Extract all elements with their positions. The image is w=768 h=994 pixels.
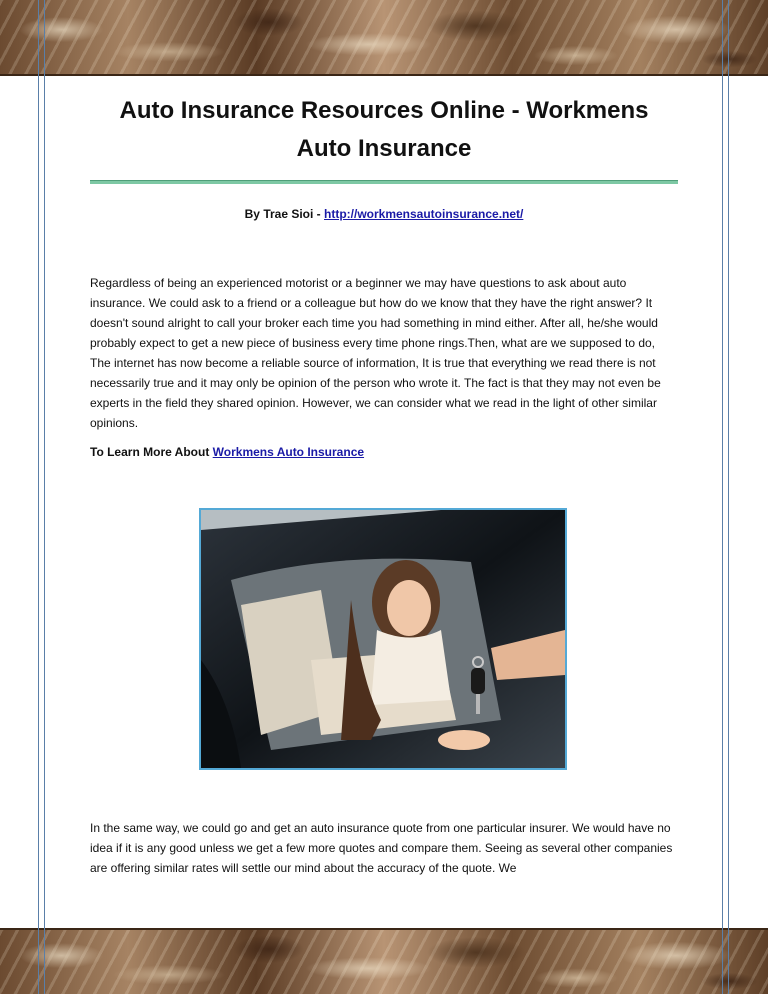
byline-author: By Trae Sioi -	[244, 207, 324, 221]
article-paragraph-continued: In the same way, we could go and get an auto insurance quote from one particular insurer. We would have no idea if it is any good unless we get a few more quotes and compare them. Seeing as several other companies are offering similar rates will settle our mind about the accuracy of the quote. We	[90, 821, 673, 875]
marble-header-band	[0, 0, 768, 76]
right-border-line	[722, 0, 723, 994]
byline	[90, 207, 678, 221]
document-body	[90, 92, 678, 459]
left-border-line	[38, 0, 39, 994]
byline-link[interactable]: http://workmensautoinsurance.net/	[324, 207, 524, 221]
learn-more-label: To Learn More About	[90, 445, 213, 459]
learn-more	[90, 445, 678, 459]
page-title: Auto Insurance Resources Online - Workmens Auto Insurance	[119, 97, 649, 162]
car-photo-illustration	[201, 510, 565, 768]
marble-footer-band	[0, 928, 768, 994]
left-border-line	[44, 0, 45, 994]
learn-more-link[interactable]: Workmens Auto Insurance	[212, 445, 365, 459]
title-divider	[90, 180, 678, 184]
right-border-line	[728, 0, 729, 994]
article-paragraph: Regardless of being an experienced motorist or a beginner we may have questions to ask about auto insurance. We could ask to a friend or a colleague but how do we know that they have the right answer? It doesn't sound alright to call your broker each time you had something in mind either. After all, he/she would probably expect to get a new piece of business every time phone rings.Then, what are we supposed to do, The internet has now become a reliable source of information, It is true that everything we read there is not necessarily true and it may only be opinion of the person who wrote it. The fact is that they may not even be experts in the field they shared opinion. However, we can consider what we read in the light of other similar opinions.	[90, 276, 661, 430]
car-keys-photo	[199, 508, 567, 770]
